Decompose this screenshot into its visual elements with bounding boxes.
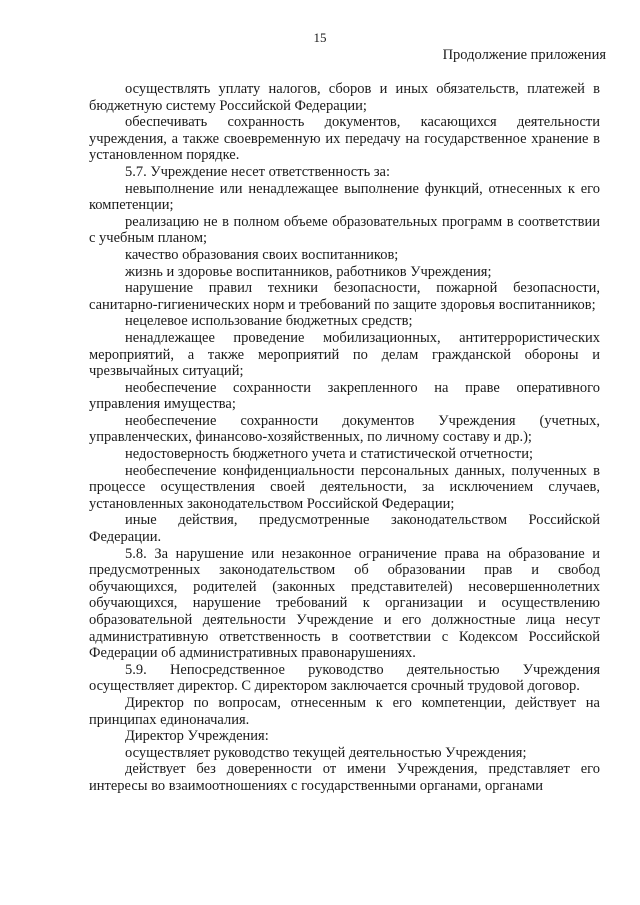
paragraph: Директор по вопросам, отнесенным к его компетенции, действует на принципах единоначалия. [89,694,600,728]
paragraph: качество образования своих воспитанников; [125,246,399,263]
paragraph: необеспечение сохранности закрепленного на праве оперативного управления имущества; [89,379,600,413]
paragraph: действует без доверенности от имени Учреждения, представляет его интересы во взаимоотношениях с государственными органами, органами [89,761,600,794]
paragraph: 5.9. Непосредственное руководство деятельностью Учреждения осуществляет директор. С директором заключается срочный трудовой договор. [89,661,600,695]
continuation-note: Продолжение приложения [442,47,606,63]
paragraph: осуществляет руководство текущей деятельностью Учреждения; [125,744,527,761]
paragraph: жизнь и здоровье воспитанников, работников Учреждения; [125,263,492,280]
paragraph: нарушение правил техники безопасности, пожарной безопасности, санитарно-гигиенических норм и требований по защите здоровья воспитанников; [89,280,600,313]
paragraph: необеспечение конфиденциальности персональных данных, полученных в процессе осуществления своей деятельности, за исключением случаев, установленных законодательством Российской Федерации; [89,462,600,512]
paragraph: ненадлежащее проведение мобилизационных, антитеррористических мероприятий, а также мероприятий по делам гражданской обороны и чрезвычайных ситуаций; [89,329,600,380]
paragraph: необеспечение сохранности документов Учреждения (учетных, управленческих, финансово-хозяйственных, по личному составу и др.); [89,412,600,446]
paragraph: недостоверность бюджетного учета и статистической отчетности; [125,446,534,463]
paragraph: обеспечивать сохранность документов, касающихся деятельности учреждения, а также своевременную их передачу на государственное хранение в установленном порядке. [89,114,600,164]
page-number: 15 [313,30,327,45]
paragraph: невыполнение или ненадлежащее выполнение функций, отнесенных к его компетенции; [89,180,600,214]
paragraph: реализацию не в полном объеме образовательных программ в соответствии с учебным планом; [89,213,600,247]
paragraph: нецелевое использование бюджетных средств; [125,313,413,330]
paragraph: иные действия, предусмотренные законодательством Российской Федерации. [89,512,600,546]
document-body [89,81,600,795]
paragraph: осуществлять уплату налогов, сборов и иных обязательств, платежей в бюджетную систему Российской Федерации; [89,81,600,114]
paragraph: Директор Учреждения: [125,728,269,745]
paragraph: 5.8. За нарушение или незаконное ограничение права на образование и предусмотренных законодательством об образовании прав и свобод обучающихся, родителей (законных представителей) несовершеннолетних обучающихся, нарушение требований к организации и осуществлению образовательной деятельности Учреждение и его должностные лица несут административную ответственность в соответствии с Кодексом Российской Федерации об административных правонарушениях. [89,545,600,662]
paragraph: 5.7. Учреждение несет ответственность за: [125,163,391,180]
